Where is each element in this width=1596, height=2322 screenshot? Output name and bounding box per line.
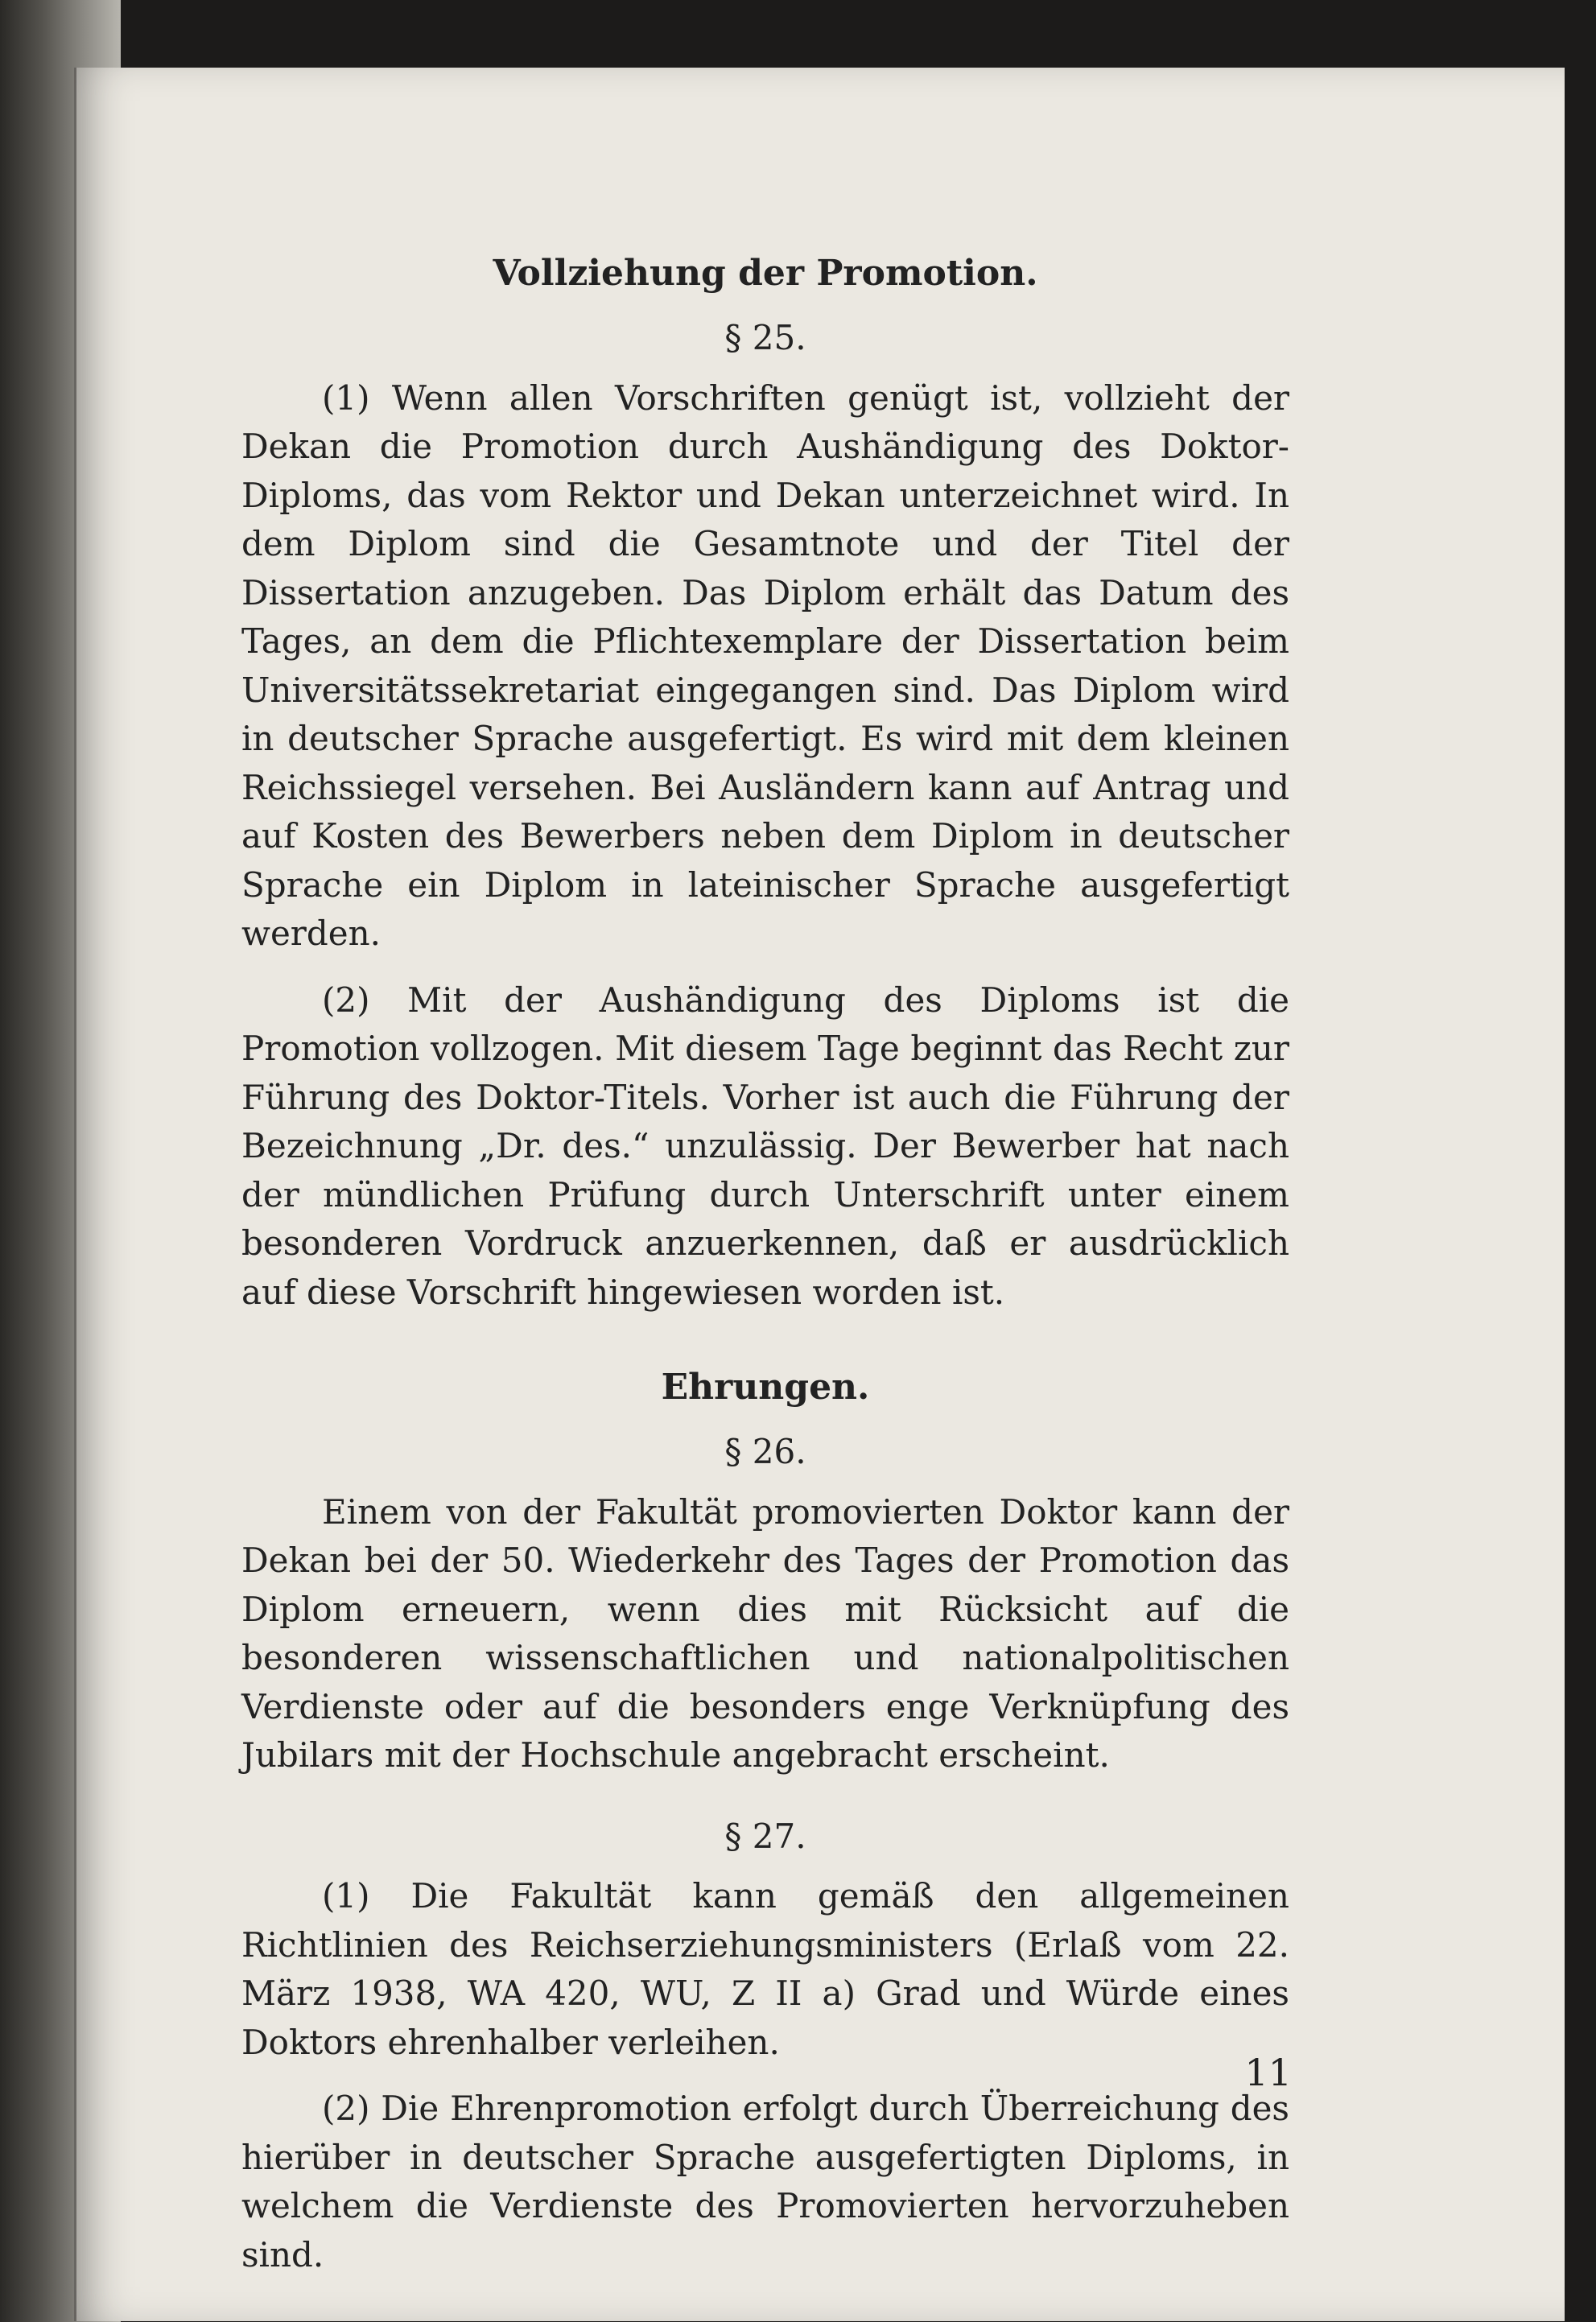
paragraph-27-2: (2) Die Ehrenpromotion erfolgt durch Überreichung des hierüber in deutscher Sprache ausgefertigten Diploms, in welchem die Verdienste des Promovierten hervorzuheben sind. [241,2089,1289,2275]
page-number: 11 [1244,2051,1292,2094]
heading-vollziehung: Vollziehung der Promotion. [493,253,1038,294]
paragraph-26: Einem von der Fakultät promovierten Doktor kann der Dekan bei der 50. Wiederkehr des Tages der Promotion das Diplom erneuern, wenn dies mit Rücksicht auf die besonderen wissenschaftlichen und nationalpolitischen Verdienste oder auf die besonders enge Verknüpfung des Jubilars mit der Hochschule angebracht erscheint. [241,1491,1289,1775]
section-mark-26: § 26. [724,1432,806,1471]
page-text [241,250,1289,2297]
section-mark-25: § 25. [724,318,806,357]
paragraph-25-1: (1) Wenn allen Vorschriften genügt ist, vollzieht der Dekan die Promotion durch Aushändigung des Doktor-Diploms, das vom Rektor und Dekan unterzeichnet wird. In dem Diplom sind die Gesamtnote und der Titel der Dissertation anzugeben. Das Diplom erhält das Datum des Tages, an dem die Pflichtexemplare der Dissertation beim Universitätssekretariat eingegangen sind. Das Diplom wird in deutscher Sprache ausgefertigt. Es wird mit dem kleinen Reichssiegel versehen. Bei Ausländern kann auf Antrag und auf Kosten des Bewerbers neben dem Diplom in deutscher Sprache ein Diplom in lateinischer Sprache ausgefertigt werden. [241,377,1289,953]
paragraph-27-1: (1) Die Fakultät kann gemäß den allgemeinen Richtlinien des Reichserziehungsministers (Erlaß vom 22. März 1938, WA 420, WU, Z II a) Grad und Würde eines Doktors ehrenhalber verleihen. [241,1876,1289,2062]
page-gutter [74,68,76,2321]
section-mark-27: § 27. [724,1816,806,1856]
heading-ehrungen: Ehrungen. [661,1367,870,1408]
paragraph-25-2: (2) Mit der Aushändigung des Diploms ist die Promotion vollzogen. Mit diesem Tage beginnt das Recht zur Führung des Doktor-Titels. Vorher ist auch die Führung der Bezeichnung „Dr. des.“ unzulässig. Der Bewerber hat nach der mündlichen Prüfung durch Unterschrift unter einem besonderen Vordruck anzuerkennen, daß er ausdrücklich auf diese Vorschrift hingewiesen worden ist. [241,980,1289,1312]
